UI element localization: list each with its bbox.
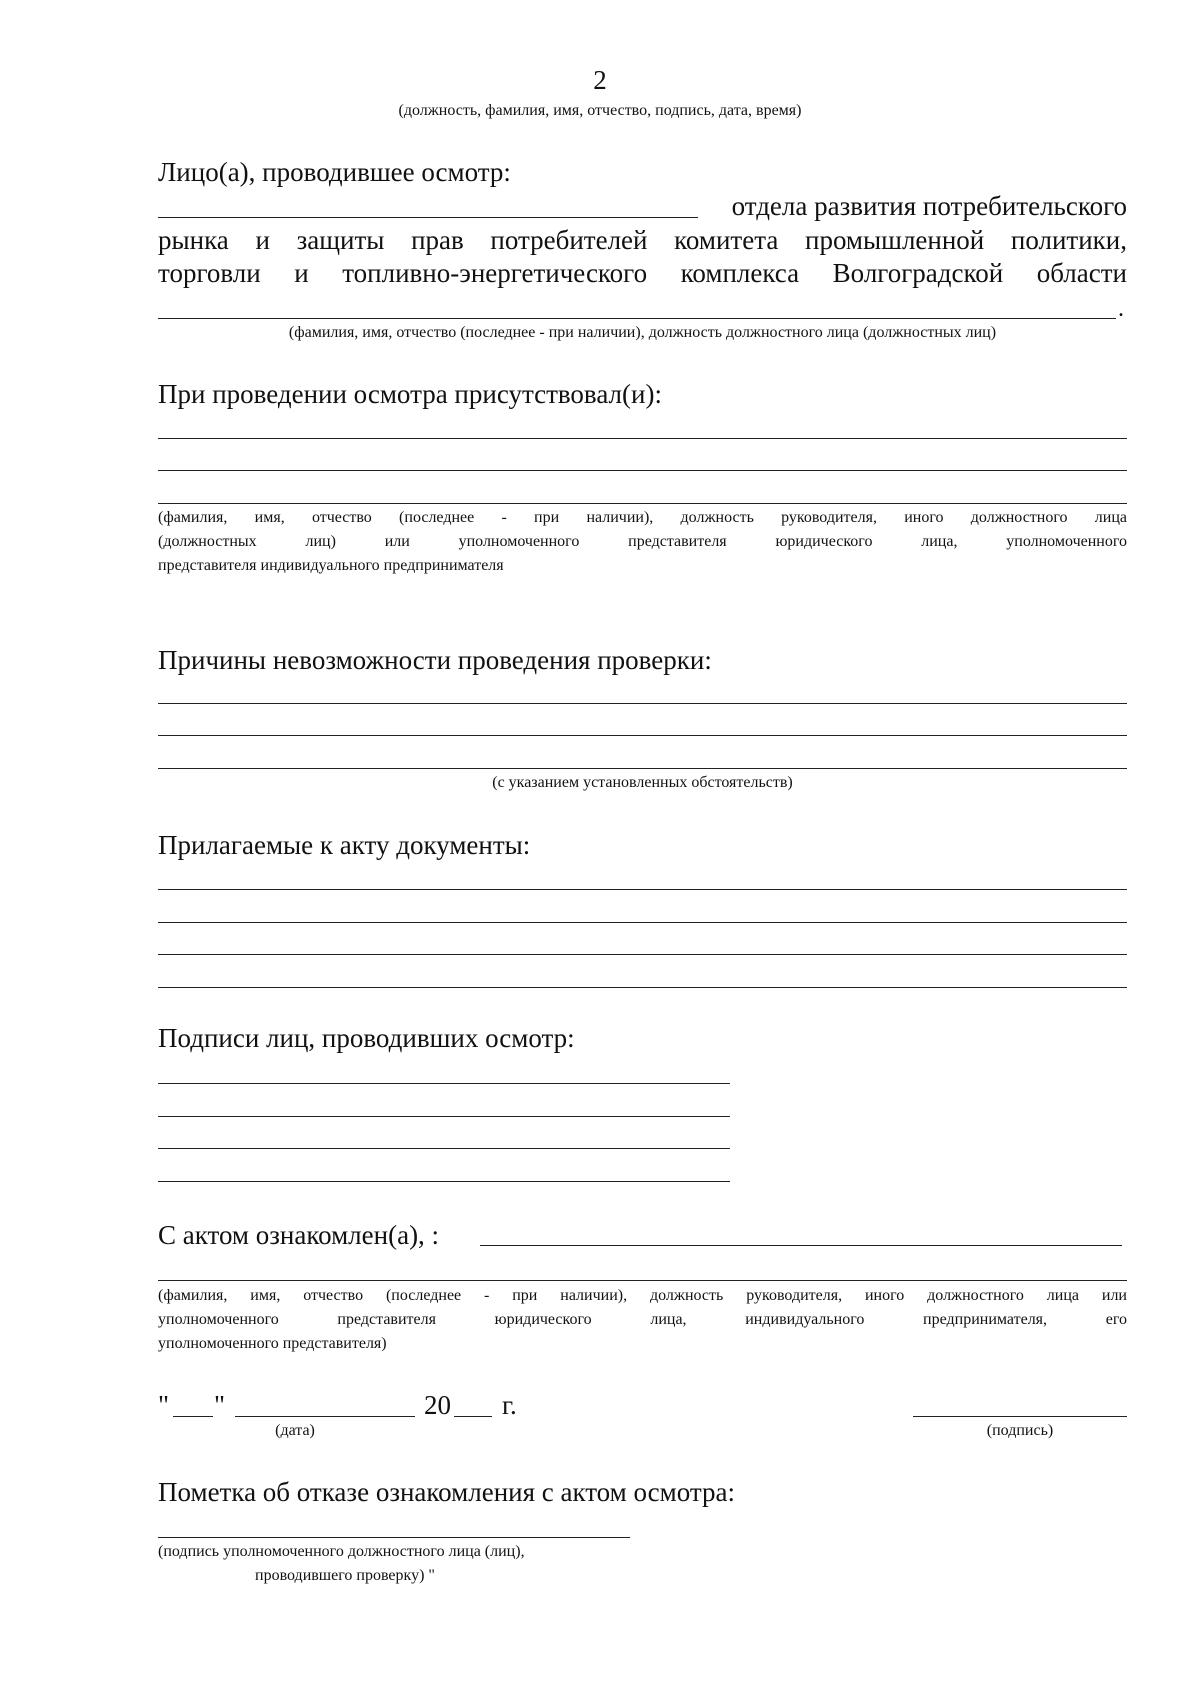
attachments-line-3[interactable]	[158, 954, 1127, 955]
date-month-line[interactable]	[235, 1416, 415, 1417]
attachments-line-2[interactable]	[158, 922, 1127, 923]
attachments-line-1[interactable]	[158, 889, 1127, 890]
attachments-line-4[interactable]	[158, 987, 1127, 988]
refusal-caption-2: проводившего проверку) "	[255, 1567, 435, 1584]
attachments-heading: Прилагаемые к акту документы:	[158, 830, 531, 860]
reasons-line-1[interactable]	[158, 703, 1127, 704]
refusal-caption-1: (подпись уполномоченного должностного лица (лиц),	[158, 1543, 525, 1560]
acquainted-caption-1: (фамилия, имя, отчество (последнее - при наличии), должность руководителя, иного должностного лица или	[158, 1287, 1127, 1304]
present-line-2[interactable]	[158, 470, 1127, 471]
top-caption: (должность, фамилия, имя, отчество, подпись, дата, время)	[398, 102, 802, 119]
reasons-line-2[interactable]	[158, 735, 1127, 736]
present-caption-2: (должностных лиц) или уполномоченного представителя юридического лица, уполномоченного	[158, 533, 1127, 550]
date-year-suffix: г.	[502, 1390, 517, 1420]
date-day-line[interactable]	[173, 1416, 213, 1417]
page-number: 2	[593, 65, 607, 95]
signature-line-2[interactable]	[158, 1116, 730, 1117]
signature-line[interactable]	[913, 1416, 1127, 1417]
date-year-line[interactable]	[454, 1416, 492, 1417]
inspector-heading: Лицо(а), проводившее осмотр:	[158, 157, 511, 187]
signatures-heading: Подписи лиц, проводивших осмотр:	[158, 1023, 575, 1053]
present-heading: При проведении осмотра присутствовал(и):	[158, 379, 662, 409]
inspector-extra-line[interactable]	[158, 318, 1116, 319]
inspector-name-line[interactable]	[158, 217, 698, 218]
signature-line-1[interactable]	[158, 1083, 730, 1084]
inspector-caption: (фамилия, имя, отчество (последнее - при наличии), должность должностного лица (должностных лиц)	[288, 324, 997, 341]
signature-line-4[interactable]	[158, 1181, 730, 1182]
date-open-quote: "	[158, 1390, 170, 1420]
refusal-signature-line[interactable]	[158, 1537, 630, 1538]
reasons-heading: Причины невозможности проведения проверки:	[158, 645, 712, 675]
present-caption-1: (фамилия, имя, отчество (последнее - при наличии), должность руководителя, иного должностного лица	[158, 509, 1127, 526]
inspector-end-mark: .	[1118, 296, 1124, 322]
date-year-prefix: 20	[424, 1390, 451, 1420]
reasons-line-3[interactable]	[158, 768, 1127, 769]
acquainted-name-line[interactable]	[480, 1245, 1122, 1246]
present-caption-3: представителя индивидуального предпринимателя	[158, 557, 504, 574]
acquainted-heading: С актом ознакомлен(а), :	[158, 1220, 440, 1250]
acquainted-caption-2: уполномоченного представителя юридического лица, индивидуального предпринимателя, его	[158, 1311, 1127, 1328]
date-close-quote: "	[214, 1390, 226, 1420]
present-line-3[interactable]	[158, 503, 1127, 504]
refusal-heading: Пометка об отказе ознакомления с актом осмотра:	[158, 1477, 736, 1507]
signature-caption: (подпись)	[986, 1422, 1054, 1439]
inspector-line3-text: торговли и топливно-энергетического комплекса Волгоградской области	[158, 258, 1127, 288]
signature-line-3[interactable]	[158, 1148, 730, 1149]
inspector-line1-text: отдела развития потребительского	[731, 191, 1127, 221]
date-caption: (дата)	[275, 1422, 315, 1439]
acquainted-line-2[interactable]	[158, 1280, 1127, 1281]
reasons-caption: (с указанием установленных обстоятельств)	[492, 774, 793, 791]
acquainted-caption-3: уполномоченного представителя)	[158, 1335, 387, 1352]
inspector-line2-text: рынка и защиты прав потребителей комитета промышленной политики,	[158, 225, 1127, 255]
present-line-1[interactable]	[158, 438, 1127, 439]
